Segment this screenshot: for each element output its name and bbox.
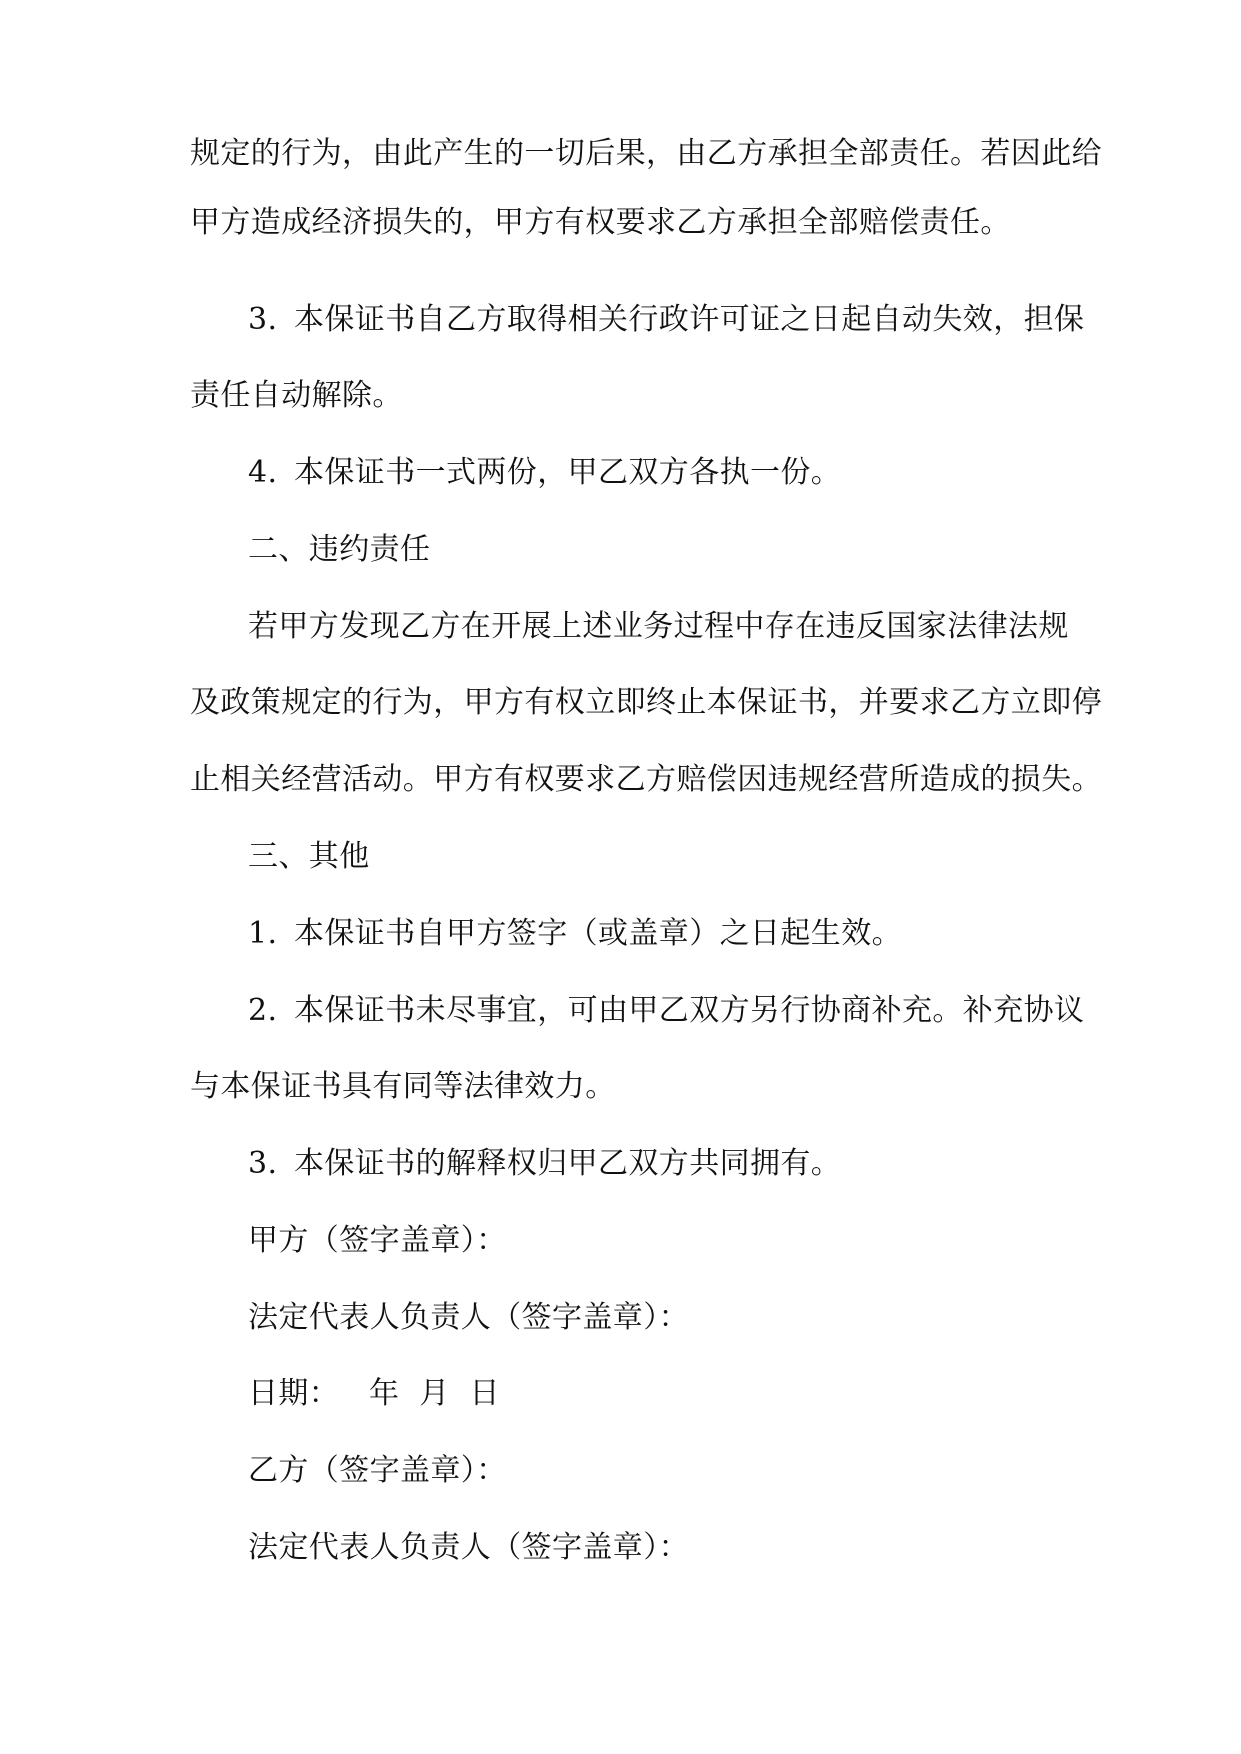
paragraph-line: 规定的行为，由此产生的一切后果，由乙方承担全部责任。若因此给 — [190, 136, 1102, 171]
party-b-signature: 乙方（签字盖章）： — [248, 1453, 507, 1488]
paragraph-line: 及政策规定的行为，甲方有权立即终止本保证书，并要求乙方立即停 — [190, 685, 1102, 720]
section-heading-liability: 二、违约责任 — [248, 532, 431, 567]
paragraph-line: 止相关经营活动。甲方有权要求乙方赔偿因违规经营所造成的损失。 — [190, 762, 1102, 797]
clause-number: 3. — [248, 302, 278, 337]
section-heading-other: 三、其他 — [248, 839, 370, 874]
party-a-signature: 甲方（签字盖章）： — [248, 1223, 507, 1258]
clause-text: 本保证书的解释权归甲乙双方共同拥有。 — [294, 1146, 842, 1181]
party-b-representative-signature: 法定代表人负责人（签字盖章）： — [248, 1530, 689, 1565]
clause-2-line — [248, 993, 1085, 1029]
paragraph-line: 若甲方发现乙方在开展上述业务过程中存在违反国家法律法规 — [248, 609, 1069, 644]
clause-4-line — [248, 455, 1060, 491]
clause-1-line — [248, 916, 1060, 952]
clause-number: 4. — [248, 455, 278, 490]
paragraph-line: 甲方造成经济损失的，甲方有权要求乙方承担全部赔偿责任。 — [190, 205, 1011, 240]
clause-text: 本保证书未尽事宜，可由甲乙双方另行协商补充。补充协议 — [294, 993, 1085, 1028]
clause-number: 1. — [248, 916, 278, 951]
clause-3-line — [248, 302, 1085, 338]
date-line: 日期： 年 月 日 — [248, 1376, 500, 1411]
paragraph-line: 责任自动解除。 — [190, 378, 403, 413]
clause-number: 2. — [248, 993, 278, 1028]
clause-text: 本保证书一式两份，甲乙双方各执一份。 — [294, 455, 842, 490]
paragraph-line: 与本保证书具有同等法律效力。 — [190, 1069, 616, 1104]
party-a-representative-signature: 法定代表人负责人（签字盖章）： — [248, 1300, 689, 1335]
clause-number: 3. — [248, 1146, 278, 1181]
clause-3b-line — [248, 1146, 1060, 1182]
clause-text: 本保证书自甲方签字（或盖章）之日起生效。 — [294, 916, 902, 951]
clause-text: 本保证书自乙方取得相关行政许可证之日起自动失效，担保 — [294, 302, 1085, 337]
